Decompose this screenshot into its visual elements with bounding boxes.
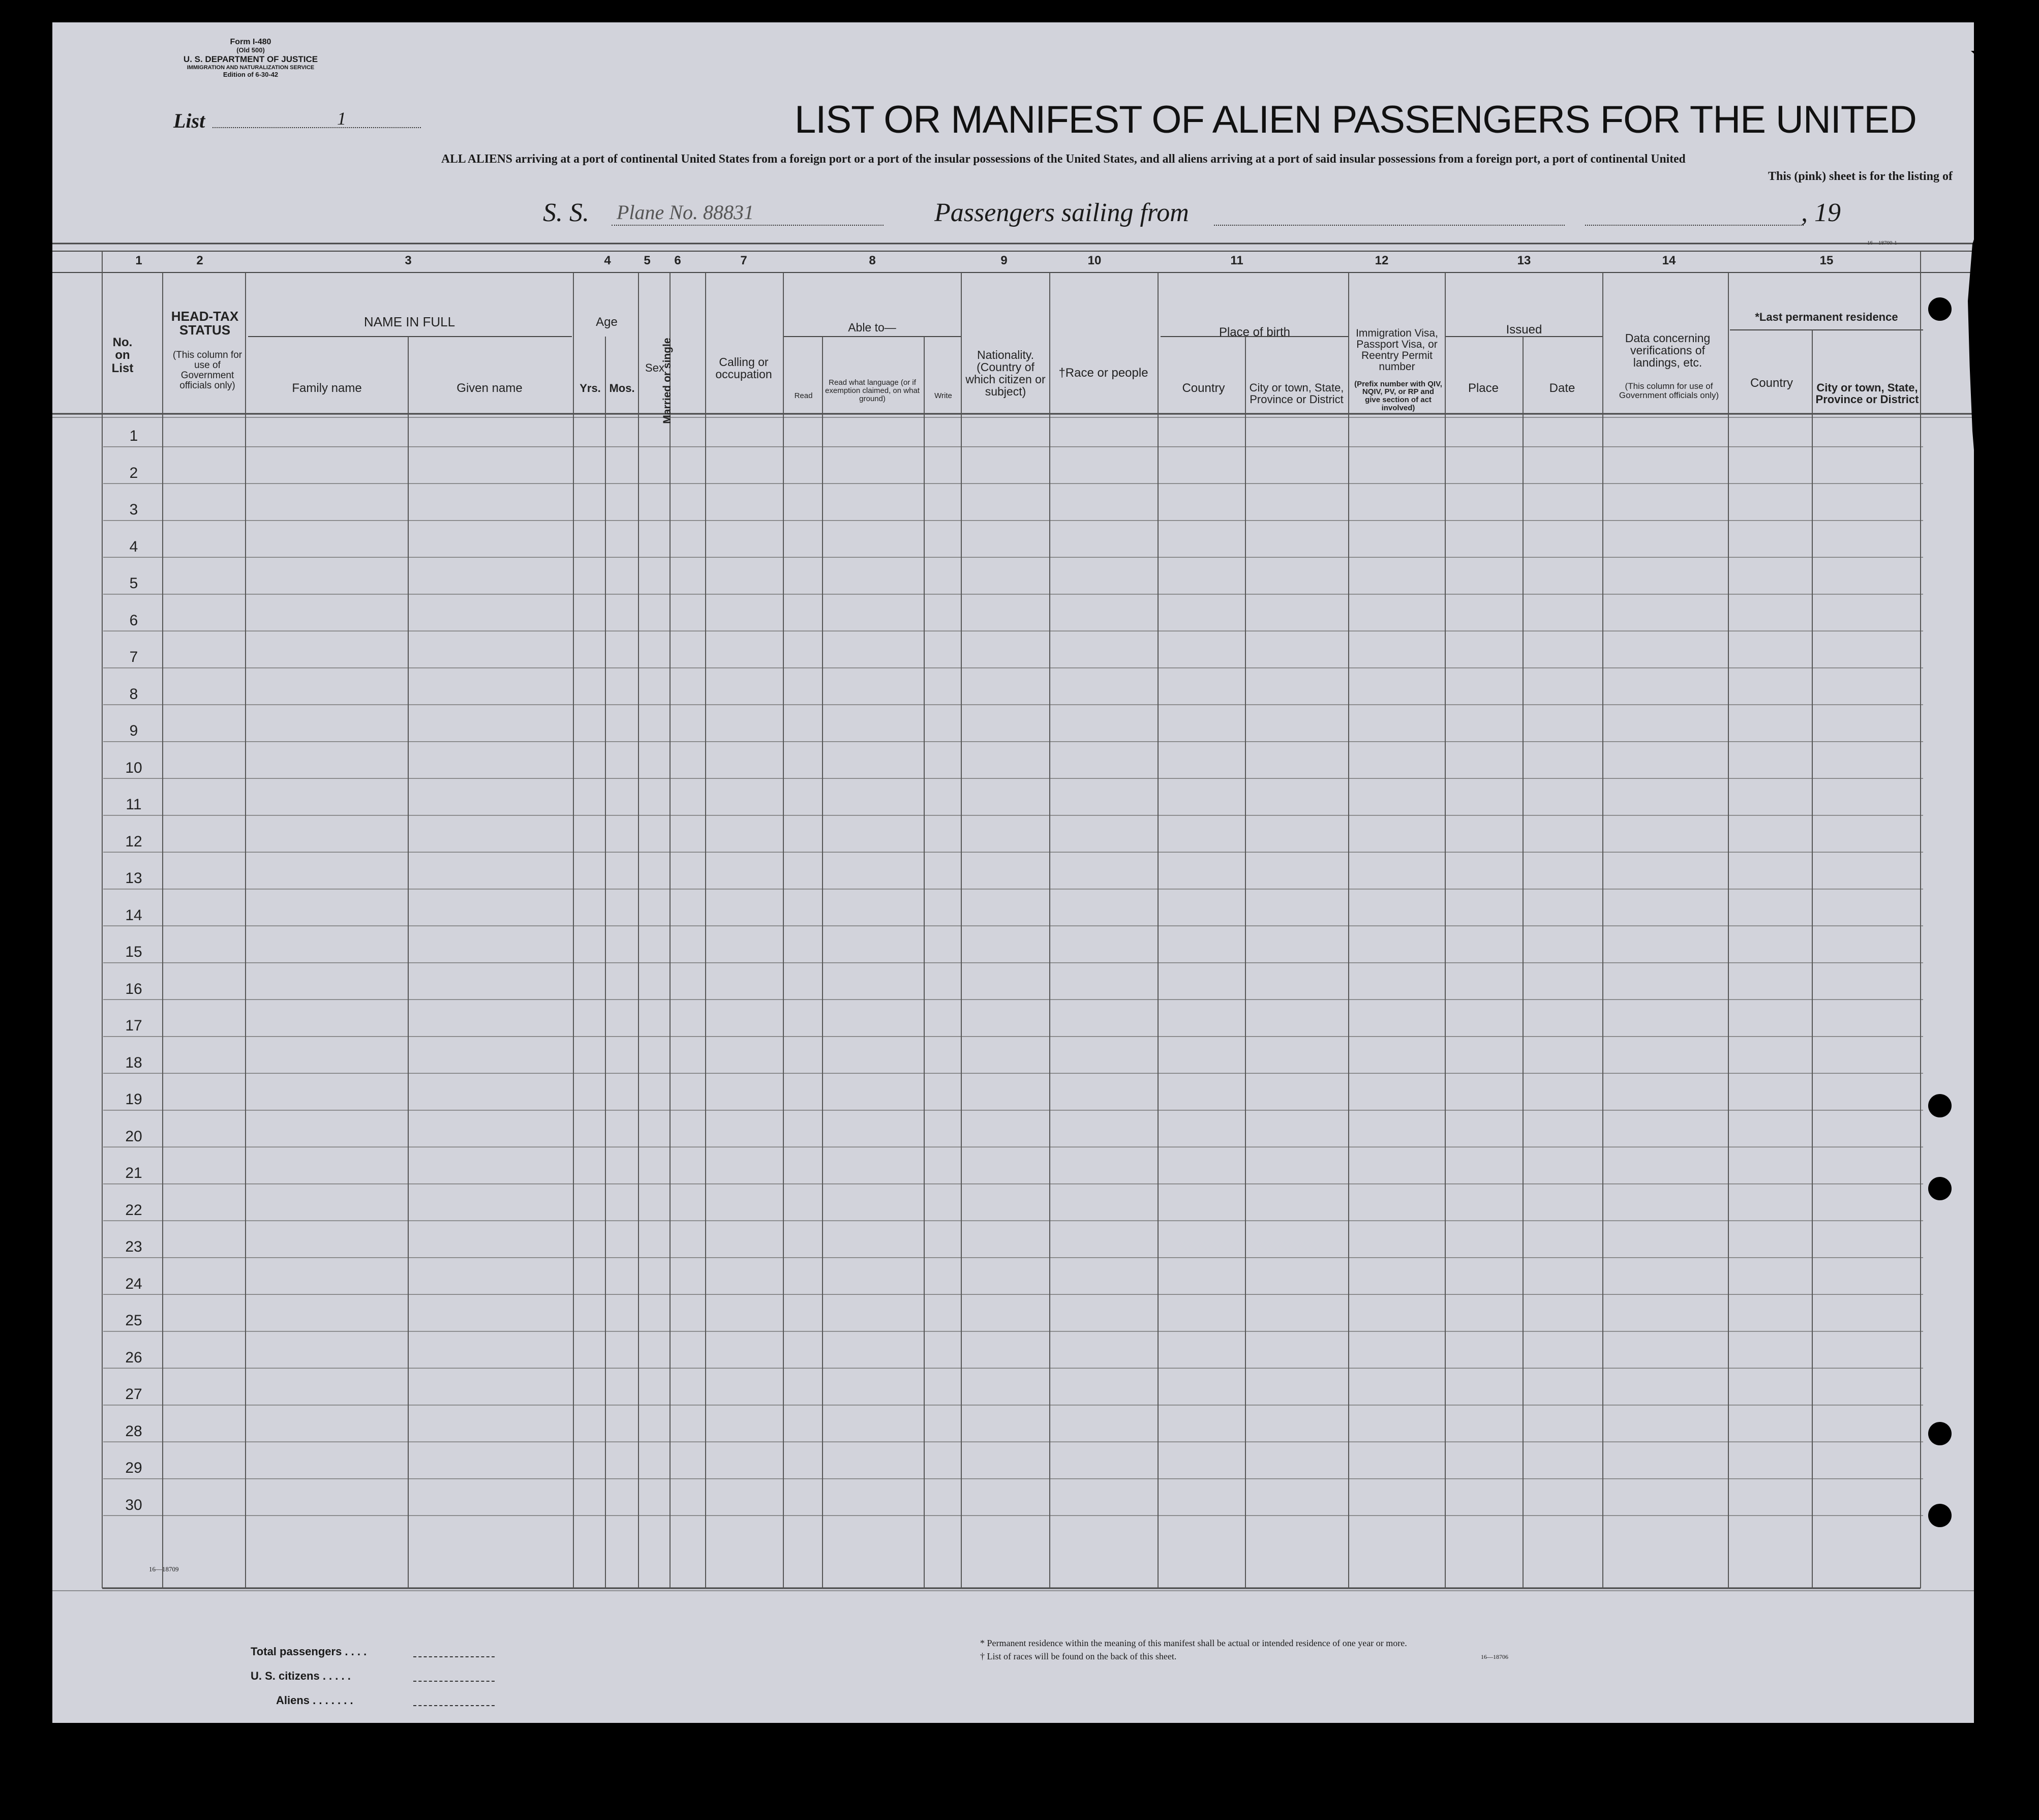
row-number: 3 [129, 501, 138, 518]
row-number: 21 [125, 1165, 142, 1181]
header-issued: Issued [1506, 323, 1542, 337]
vessel-name-handwritten: Plane No. 88831 [617, 201, 754, 224]
sailing-from-label: Passengers sailing from [934, 198, 1189, 227]
row-lines [103, 447, 1923, 1516]
col-number-13: 13 [1517, 254, 1531, 267]
header-issued-date: Date [1549, 381, 1575, 396]
row-number: 24 [125, 1275, 142, 1292]
col-number-4: 4 [604, 254, 611, 267]
row-number: 30 [125, 1496, 142, 1513]
service-name: IMMIGRATION AND NATURALIZATION SERVICE [187, 64, 315, 71]
list-number-value: 1 [337, 108, 346, 129]
manifest-sheet [52, 22, 1974, 1723]
form-old-number: (Old 500) [236, 46, 265, 54]
footnote-code: 16—18706 [1481, 1653, 1508, 1660]
header-read: Read [794, 391, 813, 401]
row-number: 28 [125, 1422, 142, 1440]
header-race: †Race or people [1058, 366, 1148, 380]
col-number-6: 6 [674, 254, 681, 267]
header-pob-city: City or town, State, Province or District [1249, 381, 1344, 406]
header-data-verification: Data concerning verifications of landings, etc. [1625, 331, 1711, 370]
print-code-top: 16—18700-1 [1867, 240, 1897, 246]
col-number-5: 5 [644, 254, 651, 267]
row-number: 19 [125, 1091, 142, 1108]
col-number-15: 15 [1819, 254, 1834, 267]
instructions-line-1: ALL ALIENS arriving at a port of continental United States from a foreign port or a port of the insular possessions of the United States, and all aliens arriving at a port of said insular possessions from a foreign port, a port of continental United [441, 153, 1686, 166]
row-number: 12 [125, 833, 142, 850]
binder-hole [1928, 1422, 1952, 1445]
col-number-1: 1 [135, 254, 142, 267]
footnote-races: † List of races will be found on the back of this sheet. [980, 1651, 1177, 1661]
row-number: 13 [125, 870, 142, 887]
row-number: 25 [125, 1312, 142, 1329]
ss-label: S. S. [543, 198, 589, 227]
header-sex: Sex [645, 361, 664, 375]
binder-hole [1928, 1177, 1952, 1200]
header-able-to: Able to— [848, 320, 896, 334]
row-number: 14 [125, 906, 142, 924]
col-number-10: 10 [1087, 254, 1102, 267]
col-number-3: 3 [405, 254, 412, 267]
header-issued-place: Place [1468, 381, 1499, 396]
total-passengers-label: Total passengers . . . . [251, 1645, 367, 1658]
row-number: 2 [129, 464, 138, 481]
aliens-label: Aliens . . . . . . . [276, 1694, 353, 1707]
header-family-name: Family name [292, 381, 362, 396]
row-number: 11 [126, 796, 142, 813]
total-passengers-field[interactable] [413, 1656, 495, 1657]
form-number: Form I-480 [230, 38, 271, 46]
row-number: 7 [129, 649, 138, 665]
col-number-8: 8 [869, 254, 876, 267]
col-number-7: 7 [740, 254, 747, 267]
header-lr-city: City or town, State, Province or District [1815, 381, 1919, 406]
binder-hole [1928, 1094, 1952, 1117]
row-number: 9 [129, 722, 138, 739]
row-number: 27 [125, 1386, 142, 1403]
header-write: Write [934, 391, 952, 401]
col-number-9: 9 [1000, 254, 1008, 267]
column-lines [102, 251, 1921, 1588]
department-name: U. S. DEPARTMENT OF JUSTICE [183, 54, 318, 65]
header-visa-note: (Prefix number with QIV, NQIV, PV, or RP and give section of act involved) [1354, 379, 1442, 412]
row-number: 29 [125, 1460, 142, 1476]
header-mos: Mos. [609, 382, 635, 395]
row-number: 26 [125, 1349, 142, 1366]
row-number: 23 [125, 1238, 142, 1255]
page-title: LIST OR MANIFEST OF ALIEN PASSENGERS FOR THE UNITED [795, 98, 1916, 141]
torn-edge [1971, 51, 2039, 203]
us-citizens-field[interactable] [413, 1681, 495, 1682]
row-number: 10 [125, 759, 142, 776]
header-married-single: Married or single [661, 338, 673, 424]
header-calling: Calling or occupation [715, 355, 772, 381]
header-age: Age [596, 315, 618, 329]
instructions-line-2: This (pink) sheet is for the listing of [1768, 170, 1953, 183]
row-number: 22 [125, 1201, 142, 1219]
col-number-14: 14 [1662, 254, 1676, 267]
footnote-permanent-residence: * Permanent residence within the meaning of this manifest shall be actual or intended residence of one year or more. [980, 1638, 1407, 1648]
header-lr-country: Country [1750, 376, 1793, 390]
manifest-grid [52, 22, 1974, 1723]
header-head-tax-note: (This column for use of Government officials only) [172, 350, 242, 391]
header-name-in-full: NAME IN FULL [363, 314, 455, 330]
col-number-12: 12 [1375, 254, 1389, 267]
row-number: 5 [129, 575, 138, 592]
print-code-bottom: 16—18709 [149, 1565, 179, 1573]
row-number: 18 [125, 1054, 142, 1071]
row-number: 16 [125, 980, 142, 997]
row-number: 4 [129, 538, 138, 555]
header-given-name: Given name [457, 381, 523, 396]
header-nationality: Nationality. (Country of which citizen or subject) [965, 348, 1046, 399]
header-last-residence: *Last permanent residence [1755, 311, 1898, 324]
binder-hole [1928, 1504, 1952, 1527]
aliens-field[interactable] [413, 1705, 495, 1706]
header-place-of-birth: Place of birth [1219, 325, 1291, 340]
row-number: 1 [129, 428, 138, 444]
row-number: 15 [125, 944, 142, 960]
header-no-on-list: No. on List [111, 336, 134, 375]
row-number: 20 [125, 1128, 142, 1145]
header-head-tax-title: HEAD-TAX STATUS [171, 308, 239, 338]
header-visa: Immigration Visa, Passport Visa, or Reentry Permit number [1356, 327, 1438, 373]
list-label: List [173, 109, 205, 132]
row-number: 17 [125, 1017, 142, 1034]
row-number: 6 [129, 612, 138, 629]
col-number-2: 2 [196, 254, 203, 267]
year-prefix: , 19 [1801, 198, 1841, 227]
form-edition: Edition of 6-30-42 [223, 70, 279, 78]
us-citizens-label: U. S. citizens . . . . . [251, 1670, 351, 1682]
binder-hole [1928, 297, 1952, 321]
col-number-11: 11 [1230, 254, 1243, 267]
header-data-note: (This column for use of Government officials only) [1619, 381, 1719, 400]
row-number: 8 [129, 685, 138, 703]
header-pob-country: Country [1182, 381, 1225, 396]
header-yrs: Yrs. [580, 382, 601, 395]
header-read-language: Read what language (or if exemption claimed, on what ground) [825, 378, 920, 403]
